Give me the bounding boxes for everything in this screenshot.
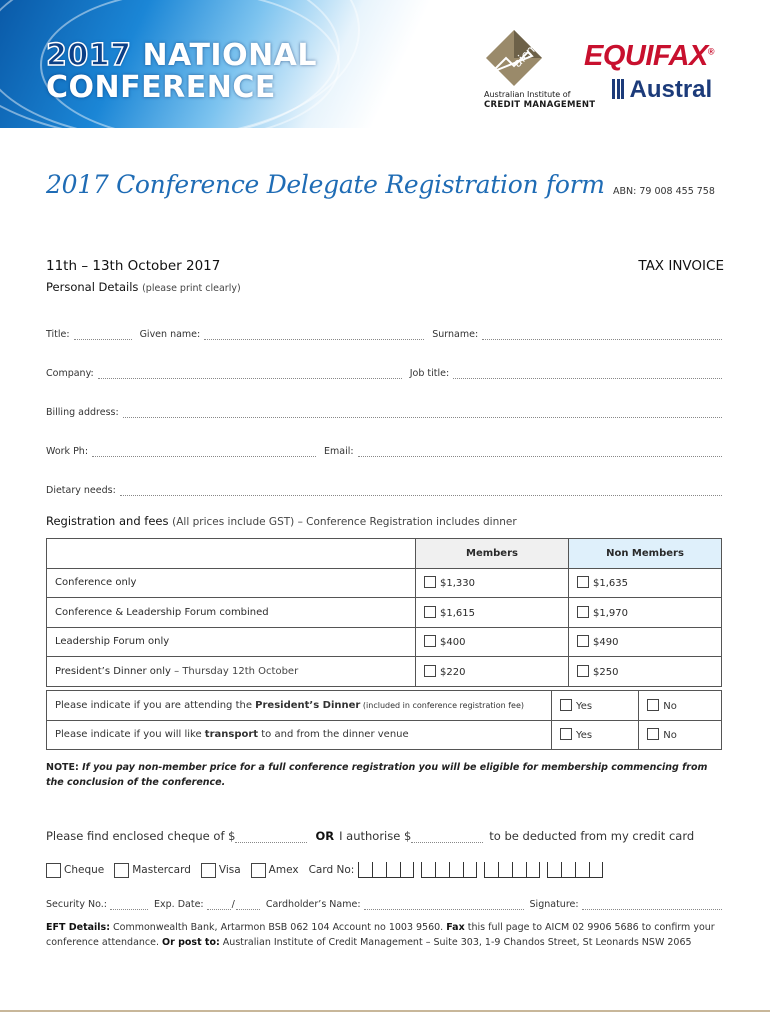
fees-header-blank <box>47 539 416 569</box>
mastercard-checkbox[interactable] <box>114 863 129 878</box>
dinner-yes-option[interactable]: Yes <box>552 691 639 721</box>
visa-checkbox[interactable] <box>201 863 216 878</box>
member-price-cell[interactable]: $400 <box>416 627 569 657</box>
surname-label: Surname: <box>432 329 479 340</box>
security-number-field[interactable] <box>110 901 148 910</box>
fee-row-label: President’s Dinner only – Thursday 12th October <box>47 657 416 687</box>
company-field[interactable] <box>98 370 402 379</box>
fee-row-leadership-forum <box>47 627 722 657</box>
member-checkbox[interactable] <box>424 576 436 588</box>
method-cheque[interactable]: Cheque <box>46 863 104 878</box>
billing-address-label: Billing address: <box>46 407 119 418</box>
dietary-needs-label: Dietary needs: <box>46 485 116 496</box>
method-mastercard[interactable]: Mastercard <box>114 863 191 878</box>
presidents-dinner-row <box>47 691 722 721</box>
non-member-price-cell[interactable]: $1,635 <box>569 568 722 598</box>
fee-row-conference-only <box>47 568 722 598</box>
cardholder-name-label: Cardholder’s Name: <box>265 899 361 910</box>
company-label: Company: <box>46 368 94 379</box>
dietary-needs-field[interactable] <box>120 487 722 496</box>
dinner-no-checkbox[interactable] <box>647 699 659 711</box>
austral-bars-icon <box>612 78 626 106</box>
form-title: 2017 Conference Delegate Registration form <box>46 170 605 199</box>
surname-field[interactable] <box>482 331 722 340</box>
card-number-field[interactable] <box>358 862 603 878</box>
transport-no-checkbox[interactable] <box>647 728 659 740</box>
non-member-checkbox[interactable] <box>577 635 589 647</box>
given-name-label: Given name: <box>139 329 201 340</box>
attendance-table <box>46 690 722 750</box>
member-checkbox[interactable] <box>424 606 436 618</box>
contact-row <box>46 443 722 457</box>
eft-details: EFT Details: Commonwealth Bank, Artarmon BSB 062 104 Account no 1003 9560. Fax this full page to AICM 02 9906 5686 to confirm your conference attendance. Or post to: Australian Institute of Credit Management – Suite 303, 1-9 Chandos Street, St Leonards NSW 2065 <box>46 922 715 948</box>
billing-row <box>46 404 722 418</box>
fee-row-label: Conference only <box>47 568 416 598</box>
non-member-checkbox[interactable] <box>577 576 589 588</box>
non-member-price-cell[interactable]: $250 <box>569 657 722 687</box>
card-number-label: Card No: <box>308 864 355 876</box>
aicm-name: Australian Institute of CREDIT MANAGEMENT <box>484 90 596 110</box>
job-title-label: Job title: <box>409 368 450 379</box>
given-name-field[interactable] <box>204 331 424 340</box>
cardholder-name-field[interactable] <box>364 901 524 910</box>
company-row <box>46 365 722 379</box>
conference-line2: CONFERENCE <box>46 70 276 105</box>
non-member-price-cell[interactable]: $490 <box>569 627 722 657</box>
member-checkbox[interactable] <box>424 635 436 647</box>
expiry-month-field[interactable] <box>207 901 231 910</box>
fees-header-row <box>47 539 722 569</box>
fee-row-label: Conference & Leadership Forum combined <box>47 598 416 628</box>
title-label: Title: <box>46 329 70 340</box>
fee-row-presidents-dinner <box>47 657 722 687</box>
members-column-header: Members <box>416 539 569 569</box>
card-type-row <box>46 862 603 878</box>
signature-label: Signature: <box>529 899 579 910</box>
fee-row-combined <box>47 598 722 628</box>
expiry-date-label: Exp. Date: <box>154 899 204 910</box>
title-field[interactable] <box>74 331 132 340</box>
non-member-checkbox[interactable] <box>577 606 589 618</box>
fee-row-label: Leadership Forum only <box>47 627 416 657</box>
work-phone-label: Work Ph: <box>46 446 89 457</box>
dietary-row <box>46 482 722 496</box>
member-price-cell[interactable]: $1,615 <box>416 598 569 628</box>
austral-logo: Austral <box>612 76 712 106</box>
non-member-price-cell[interactable]: $1,970 <box>569 598 722 628</box>
registration-fees-heading: Registration and fees (All prices include GST) – Conference Registration includes dinner <box>46 514 517 528</box>
header-banner <box>0 0 770 128</box>
member-price-cell[interactable]: $220 <box>416 657 569 687</box>
dinner-yes-checkbox[interactable] <box>560 699 572 711</box>
signature-field[interactable] <box>582 901 722 910</box>
presidents-dinner-question: Please indicate if you are attending the President’s Dinner (included in conference registration fee) <box>47 691 552 721</box>
cheque-checkbox[interactable] <box>46 863 61 878</box>
membership-note: NOTE: If you pay non-member price for a full conference registration you will be eligible for membership commencing from the conclusion of the conference. <box>46 762 708 788</box>
tax-invoice-label: TAX INVOICE <box>638 258 724 274</box>
event-dates: 11th – 13th October 2017 <box>46 258 221 274</box>
method-visa[interactable]: Visa <box>201 863 241 878</box>
aicm-logo-mark: aicm <box>510 39 541 71</box>
amex-checkbox[interactable] <box>251 863 266 878</box>
cheque-amount-field[interactable] <box>235 833 307 843</box>
non-members-column-header: Non Members <box>569 539 722 569</box>
name-row <box>46 326 722 340</box>
transport-row <box>47 720 722 750</box>
expiry-year-field[interactable] <box>236 901 260 910</box>
job-title-field[interactable] <box>453 370 722 379</box>
conference-line1: NATIONAL <box>142 38 318 73</box>
footer-rule <box>0 1010 770 1012</box>
member-checkbox[interactable] <box>424 665 436 677</box>
payment-amount-line: Please find enclosed cheque of $ OR I authorise $ to be deducted from my credit card <box>46 829 695 843</box>
email-label: Email: <box>324 446 354 457</box>
authorise-amount-field[interactable] <box>411 833 483 843</box>
abn-number: ABN: 79 008 455 758 <box>613 186 715 197</box>
card-details-row: Security No.: Exp. Date: / Cardholder’s Name: Signature: <box>46 899 722 910</box>
email-field[interactable] <box>358 448 722 457</box>
transport-question: Please indicate if you will like transport to and from the dinner venue <box>47 720 552 750</box>
non-member-checkbox[interactable] <box>577 665 589 677</box>
conference-title <box>46 40 317 104</box>
dinner-no-option[interactable]: No <box>639 691 722 721</box>
equifax-logo: EQUIFAX® <box>584 40 714 72</box>
fees-table <box>46 538 722 687</box>
transport-yes-option[interactable]: Yes <box>552 720 639 750</box>
personal-details-heading: Personal Details (please print clearly) <box>46 280 241 294</box>
transport-no-option[interactable]: No <box>639 720 722 750</box>
member-price-cell[interactable]: $1,330 <box>416 568 569 598</box>
billing-address-field[interactable] <box>123 409 722 418</box>
transport-yes-checkbox[interactable] <box>560 728 572 740</box>
aicm-logo-icon <box>484 28 544 88</box>
conference-year: 2017 <box>46 38 132 73</box>
security-number-label: Security No.: <box>46 899 108 910</box>
method-amex[interactable]: Amex <box>251 863 299 878</box>
work-phone-field[interactable] <box>92 448 316 457</box>
